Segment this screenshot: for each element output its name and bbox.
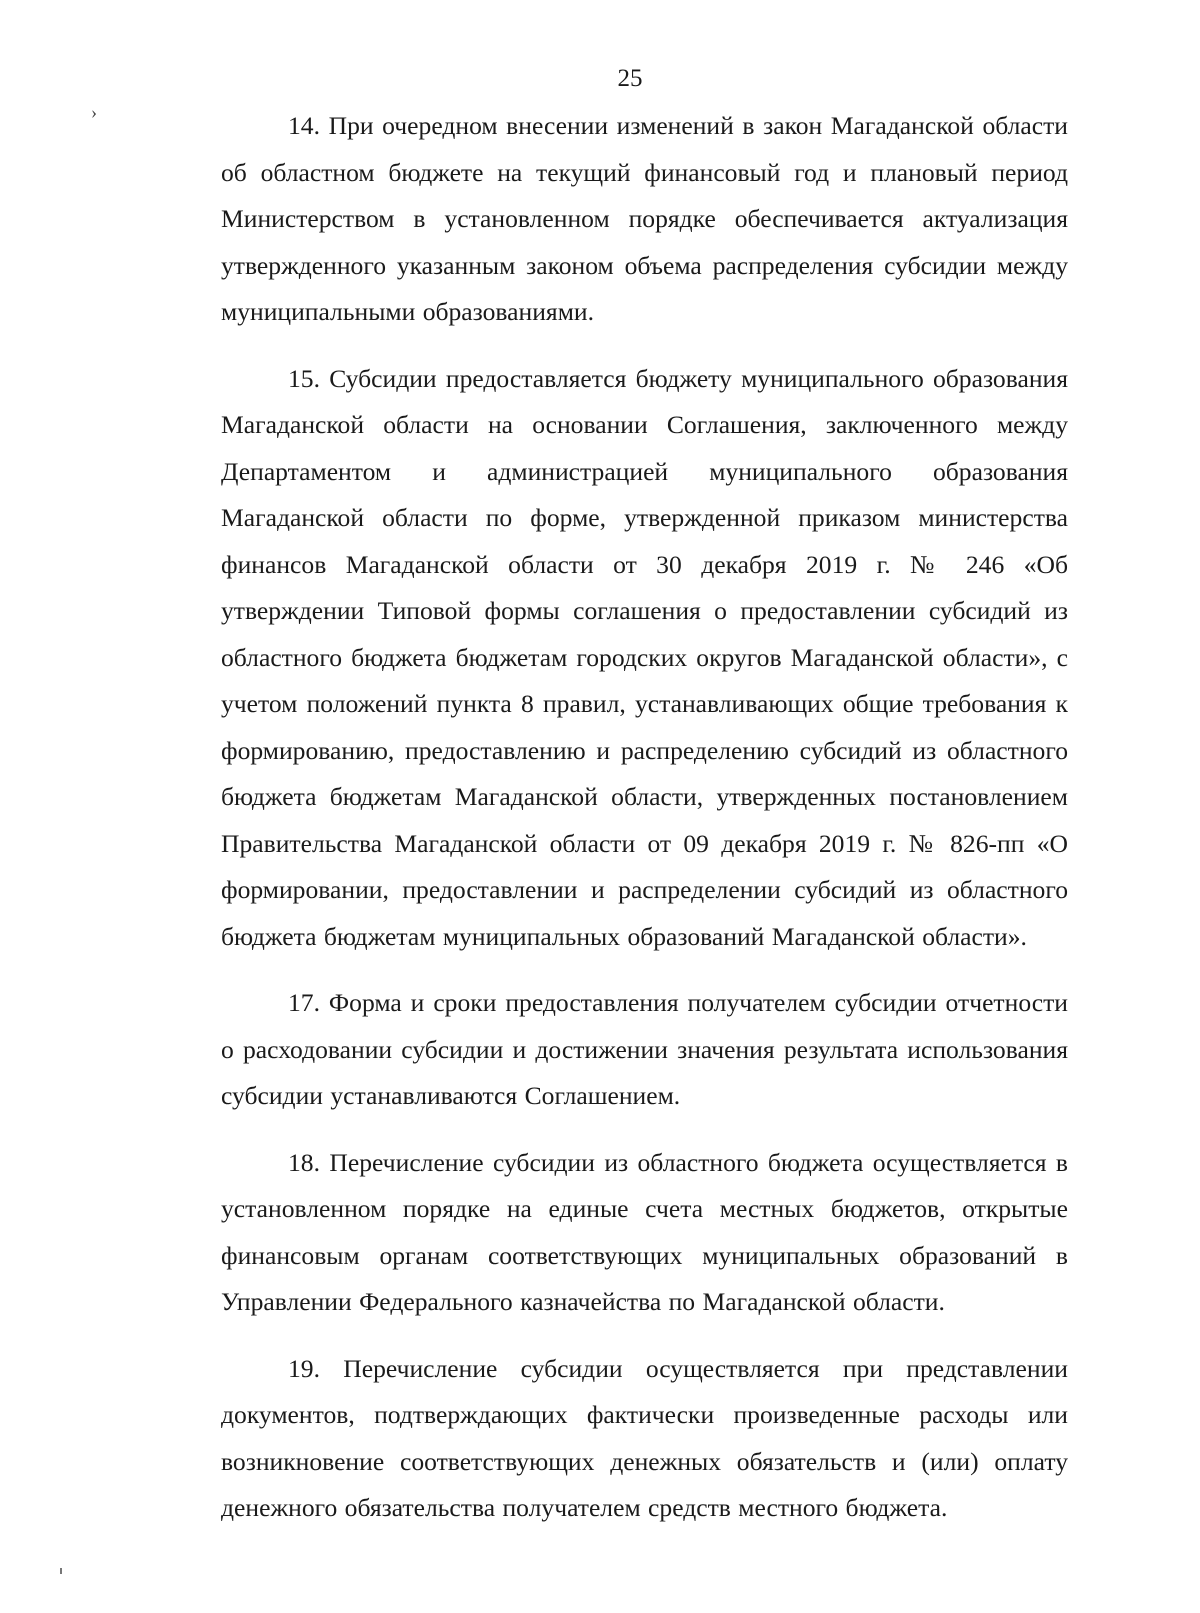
scan-artifact bbox=[60, 1568, 62, 1574]
paragraph-14: 14. При очередном внесении изменений в закон Магаданской области об областном бюджете на текущий финансовый год и плановый период Министерством в установленном порядке обеспечивается актуализация утвержденного указанным законом объема распределения субсидии между муниципальными образованиями. bbox=[221, 111, 1068, 326]
paragraph-17: 17. Форма и сроки предоставления получателем субсидии отчетности о расходовании субсидии и достижении значения результата использования субсидии устанавливаются Соглашением. bbox=[221, 988, 1068, 1110]
document-body bbox=[221, 103, 1068, 1552]
paragraph-15: 15. Субсидии предоставляется бюджету муниципального образования Магаданской области на основании Соглашения, заключенного между Департаментом и администрацией муниципального образования Магаданской области по форме, утвержденной приказом министерства финансов Магаданской области от 30 декабря 2019 г. № 246 «Об утверждении Типовой формы соглашения о предоставлении субсидий из областного бюджета бюджетам городских округов Магаданской области», с учетом положений пункта 8 правил, устанавливающих общие требования к формированию, предоставлению и распределению субсидий из областного бюджета бюджетам Магаданской области, утвержденных постановлением Правительства Магаданской области от 09 декабря 2019 г. № 826-пп «О формировании, предоставлении и распределении субсидий из областного бюджета бюджетам муниципальных образований Магаданской области». bbox=[221, 363, 1068, 951]
paragraph-19: 19. Перечисление субсидии осуществляется при представлении документов, подтверждающих фактически произведенные расходы или возникновение соответствующих денежных обязательств и (или) оплату денежного обязательства получателем средств местного бюджета. bbox=[221, 1353, 1068, 1522]
page-number: 25 bbox=[617, 65, 643, 92]
margin-mark: › bbox=[91, 102, 97, 122]
paragraph-18: 18. Перечисление субсидии из областного бюджета осуществляется в установленном порядке на единые счета местных бюджетов, открытые финансовым органам соответствующих муниципальных образований в Управлении Федерального казначейства по Магаданской области. bbox=[221, 1147, 1068, 1316]
